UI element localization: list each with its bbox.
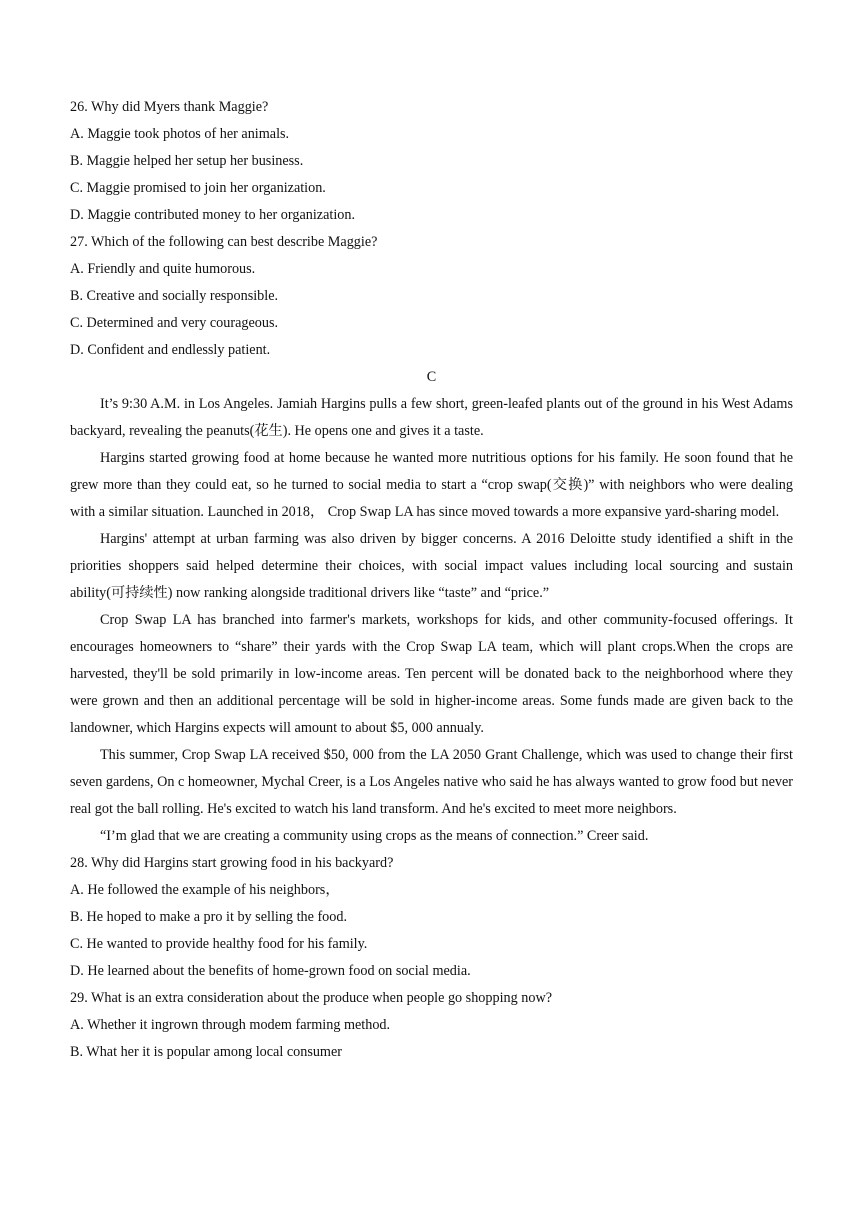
option-c: C. He wanted to provide healthy food for his family. — [70, 936, 368, 952]
question-29 — [70, 985, 793, 1066]
option-a: A. Whether it ingrown through modem farming method. — [70, 1017, 391, 1033]
option-a: A. He followed the example of his neighbors， — [70, 882, 340, 898]
option-a: A. Maggie took photos of her animals. — [70, 126, 290, 142]
option-d: D. Maggie contributed money to her organization. — [70, 207, 355, 223]
question-28 — [70, 850, 793, 985]
passage-paragraph: “I’m glad that we are creating a community using crops as the means of connection.” Creer said. — [100, 828, 649, 844]
passage-paragraph: Crop Swap LA has branched into farmer's markets, workshops for kids, and other community-focused offerings. It encourages homeowners to “share” their yards with the Crop Swap LA team, which will plant crops.When the crops are harvested, they'll be sold primarily in low-income areas. Ten percent will be donated back to the neighborhood where they were grown and then an additional percentage will be sold in higher-income areas. Some funds made are given back to the landowner, which Hargins expects will amount to about $5, 000 annualy. — [70, 612, 793, 736]
passage-paragraph: It’s 9:30 A.M. in Los Angeles. Jamiah Hargins pulls a few short, green-leafed plants out of the ground in his West Adams backyard, revealing the peanuts(花生). He opens one and gives it a taste. — [70, 396, 793, 439]
question-stem: 26. Why did Myers thank Maggie? — [70, 99, 269, 115]
option-d: D. Confident and endlessly patient. — [70, 342, 271, 358]
option-c: C. Determined and very courageous. — [70, 315, 279, 331]
option-b: B. Creative and socially responsible. — [70, 288, 279, 304]
option-d: D. He learned about the benefits of home-grown food on social media. — [70, 963, 471, 979]
question-stem: 28. Why did Hargins start growing food in his backyard? — [70, 855, 394, 871]
passage — [70, 391, 793, 850]
question-stem: 29. What is an extra consideration about the produce when people go shopping now? — [70, 990, 552, 1006]
question-27 — [70, 229, 793, 364]
option-b: B. Maggie helped her setup her business. — [70, 153, 304, 169]
document-page — [70, 94, 793, 1066]
option-b: B. He hoped to make a pro it by selling the food. — [70, 909, 347, 925]
passage-paragraph: Hargins' attempt at urban farming was also driven by bigger concerns. A 2016 Deloitte study identified a shift in the priorities shoppers said helped determine their choices, with social impact values including local sourcing and sustain ability(可持续性) now ranking alongside traditional drivers like “taste” and “price.” — [70, 531, 793, 601]
passage-paragraph: This summer, Crop Swap LA received $50, 000 from the LA 2050 Grant Challenge, which was used to change their first seven gardens, On c homeowner, Mychal Creer, is a Los Angeles native who said he has always wanted to grow food but never real got the ball rolling. He's excited to watch his land transform. And he's excited to meet more neighbors. — [70, 747, 793, 817]
option-b: B. What her it is popular among local consumer — [70, 1044, 342, 1060]
question-26 — [70, 94, 793, 229]
option-c: C. Maggie promised to join her organization. — [70, 180, 326, 196]
passage-paragraph: Hargins started growing food at home because he wanted more nutritious options for his family. He soon found that he grew more than they could eat, so he turned to social media to start a “crop swap(交换)” with neighbors who were dealing with a similar situation. Launched in 2018， Crop Swap LA has since moved towards a more expansive yard-sharing model. — [70, 450, 793, 520]
option-a: A. Friendly and quite humorous. — [70, 261, 256, 277]
question-stem: 27. Which of the following can best describe Maggie? — [70, 234, 378, 250]
section-heading: C — [426, 369, 437, 385]
